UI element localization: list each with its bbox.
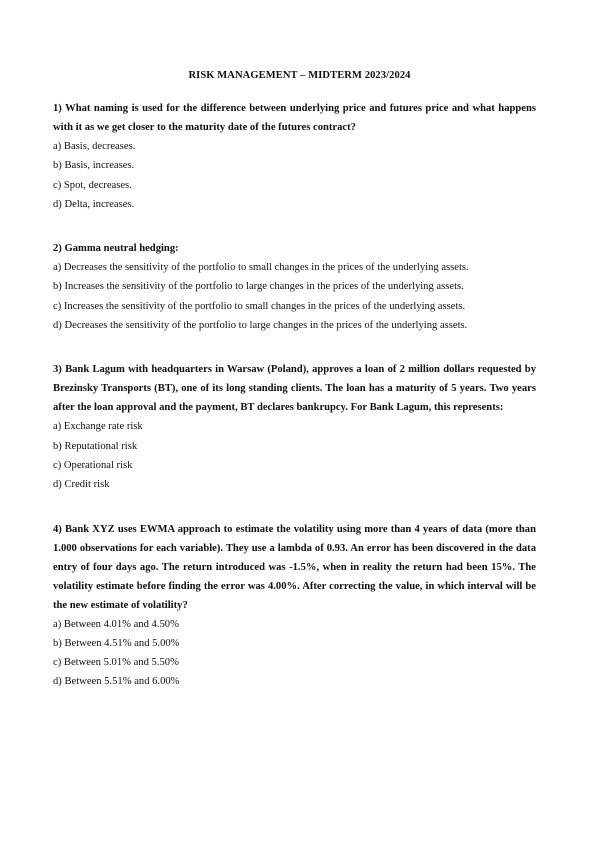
answer-option: b) Increases the sensitivity of the portfolio to large changes in the prices of the underlying assets. [53,281,464,293]
answer-option: d) Between 5.51% and 6.00% [53,676,180,688]
question-4 [53,520,536,692]
answer-option: c) Spot, decreases. [53,179,132,191]
spacer [53,495,536,520]
answer-option: a) Basis, decreases. [53,141,136,152]
answer-option: a) Between 4.01% and 4.50% [53,618,179,630]
answer-option: d) Delta, increases. [53,198,135,210]
answer-option: b) Reputational risk [53,440,138,452]
answer-option: d) Credit risk [53,479,110,491]
answer-options [53,615,536,692]
question-2 [53,239,536,335]
answer-options [53,417,536,494]
answer-option: d) Decreases the sensitivity of the portfolio to large changes in the prices of the underlying assets. [53,320,468,332]
answer-option: a) Decreases the sensitivity of the portfolio to small changes in the prices of the underlying assets. [53,262,469,274]
question-text: 2) Gamma neutral hedging: [53,243,179,255]
answer-options [53,258,536,335]
document-title: RISK MANAGEMENT – MIDTERM 2023/2024 [188,70,411,81]
answer-option: b) Between 4.51% and 5.00% [53,637,180,649]
answer-option: a) Exchange rate risk [53,421,143,433]
answer-options [53,137,536,214]
spacer [53,335,536,360]
answer-option: b) Basis, increases. [53,160,135,172]
question-text: 3) Bank Lagum with headquarters in Warsaw (Poland), approves a loan of 2 million dollars requested by Brezinsky Transports (BT), one of its long standing clients. The loan has a maturity of 5 years. Two years after the loan approval and the payment, BT declares bankrupcy. For Bank Lagum, this represents: [53,364,536,414]
question-text: 1) What naming is used for the difference between underlying price and futures price and what happens with it as we get closer to the maturity date of the futures contract? [53,103,536,133]
question-text: 4) Bank XYZ uses EWMA approach to estimate the volatility using more than 4 years of data (more than 1.000 observations for each variable). They use a lambda of 0.93. An error has been discovered in the data entry of four days ago. The return introduced was -1.5%, when in reality the return had been 15%. The volatility estimate before finding the error was 4.00%. After correcting the value, in which interval will be the new estimate of volatility? [53,523,536,611]
answer-option: c) Operational risk [53,459,133,471]
question-3 [53,360,536,494]
spacer [53,214,536,239]
answer-option: c) Increases the sensitivity of the portfolio to small changes in the prices of the underlying assets. [53,300,466,312]
answer-option: c) Between 5.01% and 5.50% [53,657,179,669]
question-1 [53,99,536,214]
